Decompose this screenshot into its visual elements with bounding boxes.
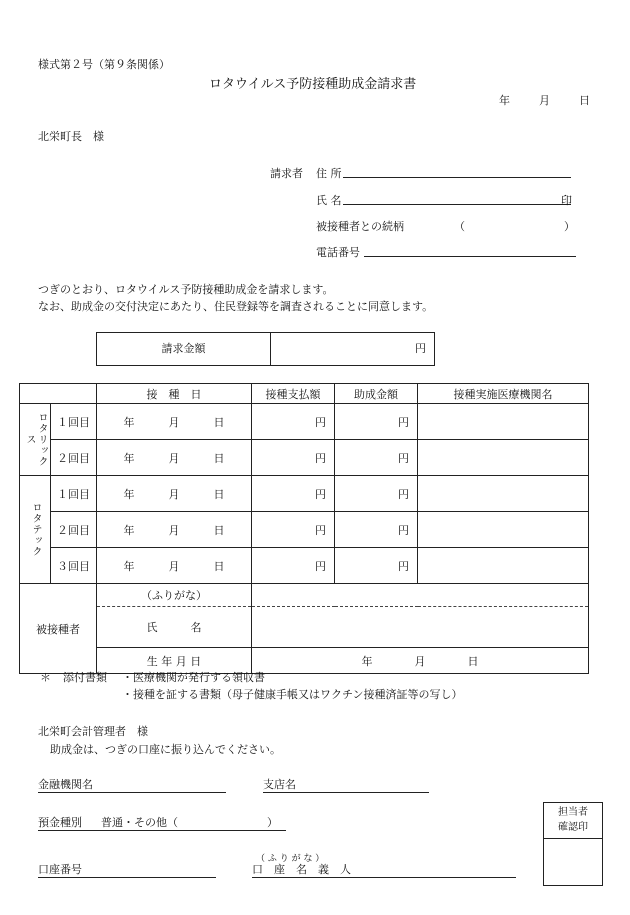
date-year: 年	[499, 94, 510, 107]
recipient-label: 被接種者	[20, 584, 97, 674]
month-label: 月	[414, 654, 426, 668]
date-cell[interactable]	[97, 404, 252, 440]
relation-label: 被接種者との続柄	[316, 220, 404, 233]
vaccination-table	[19, 383, 589, 674]
dose-label: ３回目	[51, 548, 97, 584]
recipient-name-row	[20, 607, 589, 648]
month-label: 月	[168, 451, 180, 465]
day-label: 日	[213, 523, 225, 537]
vaccine-rotateq	[20, 476, 51, 584]
institution-cell[interactable]	[418, 548, 589, 584]
branch-name-label: 支店名	[263, 778, 296, 791]
birth-date-label: 生 年 月 日	[97, 648, 252, 674]
vaccine-rotateq-label: ロタテック	[30, 502, 41, 557]
recipient-furigana-row	[20, 584, 589, 607]
vaccine-rotarix	[20, 404, 51, 476]
recipient-name-field[interactable]	[252, 607, 589, 648]
subsidy-cell[interactable]: 円	[335, 440, 418, 476]
table-row	[20, 548, 589, 584]
holder-furigana-label: （ ふ り が な ）	[256, 854, 325, 864]
payee-addressee: 北栄町会計管理者 様	[38, 725, 148, 738]
header-institution: 接種実施医療機関名	[418, 384, 589, 404]
address-field[interactable]	[343, 177, 571, 178]
table-row	[20, 440, 589, 476]
dose-label: ２回目	[51, 440, 97, 476]
dose-label: １回目	[51, 476, 97, 512]
phone-label: 電話番号	[316, 246, 360, 259]
addressee: 北栄町長 様	[38, 130, 104, 143]
stamp-area[interactable]	[544, 839, 602, 884]
bank-name-label: 金融機関名	[38, 778, 93, 791]
dose-label: １回目	[51, 404, 97, 440]
furigana-label: （ふりがな）	[97, 584, 252, 607]
table-row	[20, 404, 589, 440]
form-number: 様式第２号（第９条関係）	[38, 58, 170, 71]
stamp-line2: 確認印	[558, 822, 588, 833]
subsidy-cell[interactable]: 円	[335, 476, 418, 512]
account-holder-label: 口 座 名 義 人	[252, 863, 351, 876]
year-label: 年	[123, 523, 135, 537]
year-label: 年	[123, 559, 135, 573]
claim-amount-box	[96, 332, 435, 366]
subsidy-cell[interactable]: 円	[335, 548, 418, 584]
payee-instruction: 助成金は、つぎの口座に振り込んでください。	[50, 743, 281, 756]
date-line	[499, 92, 590, 108]
header-vaccination-date: 接 種 日	[97, 384, 252, 404]
institution-cell[interactable]	[418, 440, 589, 476]
table-row	[20, 476, 589, 512]
account-type-close: ）	[267, 816, 278, 829]
page-title: ロタウイルス予防接種助成金請求書	[209, 77, 417, 92]
request-text: つぎのとおり、ロタウイルス予防接種助成金を請求します。	[38, 283, 334, 296]
year-label: 年	[123, 487, 135, 501]
subsidy-cell[interactable]: 円	[335, 404, 418, 440]
payment-cell[interactable]: 円	[252, 440, 335, 476]
branch-name-field[interactable]	[263, 776, 429, 793]
month-label: 月	[168, 415, 180, 429]
seal-mark: 印	[561, 194, 572, 207]
furigana-field[interactable]	[252, 584, 589, 607]
table-header-row	[20, 384, 589, 404]
account-number-field[interactable]	[38, 861, 216, 878]
header-payment-amount: 接種支払額	[252, 384, 335, 404]
institution-cell[interactable]	[418, 404, 589, 440]
date-cell[interactable]	[97, 548, 252, 584]
month-label: 月	[168, 523, 180, 537]
phone-field[interactable]	[364, 256, 576, 257]
payment-cell[interactable]: 円	[252, 476, 335, 512]
date-cell[interactable]	[97, 476, 252, 512]
attachment-item-proof: ・接種を証する書類（母子健康手帳又はワクチン接種済証等の写し）	[122, 688, 463, 701]
date-cell[interactable]	[97, 440, 252, 476]
month-label: 月	[168, 487, 180, 501]
consent-text: なお、助成金の交付決定にあたり、住民登録等を調査されることに同意します。	[38, 300, 434, 313]
attachment-mark: ＊	[40, 671, 51, 684]
month-label: 月	[168, 559, 180, 573]
institution-cell[interactable]	[418, 512, 589, 548]
bank-name-field[interactable]	[38, 776, 226, 793]
day-label: 日	[213, 487, 225, 501]
payment-cell[interactable]: 円	[252, 548, 335, 584]
day-label: 日	[467, 654, 479, 668]
account-number-label: 口座番号	[38, 863, 82, 876]
date-day: 日	[579, 94, 590, 107]
stamp-line1: 担当者	[558, 807, 588, 818]
year-label: 年	[123, 451, 135, 465]
address-label: 住 所	[316, 167, 342, 180]
day-label: 日	[213, 559, 225, 573]
subsidy-cell[interactable]: 円	[335, 512, 418, 548]
claim-amount-unit: 円	[415, 342, 426, 355]
payment-cell[interactable]: 円	[252, 404, 335, 440]
name-field[interactable]	[343, 204, 571, 205]
name-label: 氏 名	[316, 194, 342, 207]
attachment-item-receipt: ・医療機関が発行する領収書	[122, 671, 265, 684]
date-month: 月	[539, 94, 550, 107]
payment-cell[interactable]: 円	[252, 512, 335, 548]
recipient-name-label: 氏 名	[97, 607, 252, 648]
institution-cell[interactable]	[418, 476, 589, 512]
account-type-options: 普通・その他（	[101, 816, 178, 829]
relation-paren-open: （	[454, 220, 465, 233]
staff-stamp-header	[544, 803, 602, 839]
day-label: 日	[213, 451, 225, 465]
account-type-label: 預金種別	[38, 816, 82, 829]
attachment-label: 添付書類	[63, 671, 107, 684]
birth-date-field[interactable]	[252, 648, 589, 674]
vaccine-rotarix-label: ロタリックス	[24, 412, 47, 467]
dose-label: ２回目	[51, 512, 97, 548]
relation-paren-close: ）	[564, 220, 575, 233]
year-label: 年	[123, 415, 135, 429]
account-holder-field[interactable]	[252, 861, 516, 878]
account-type-field[interactable]	[38, 814, 286, 831]
claimant-label: 請求者	[270, 167, 303, 180]
year-label: 年	[361, 654, 373, 668]
claim-amount-label: 請求金額	[97, 333, 271, 365]
header-subsidy-amount: 助成金額	[335, 384, 418, 404]
date-cell[interactable]	[97, 512, 252, 548]
table-row	[20, 512, 589, 548]
day-label: 日	[213, 415, 225, 429]
staff-stamp-box	[543, 802, 603, 886]
